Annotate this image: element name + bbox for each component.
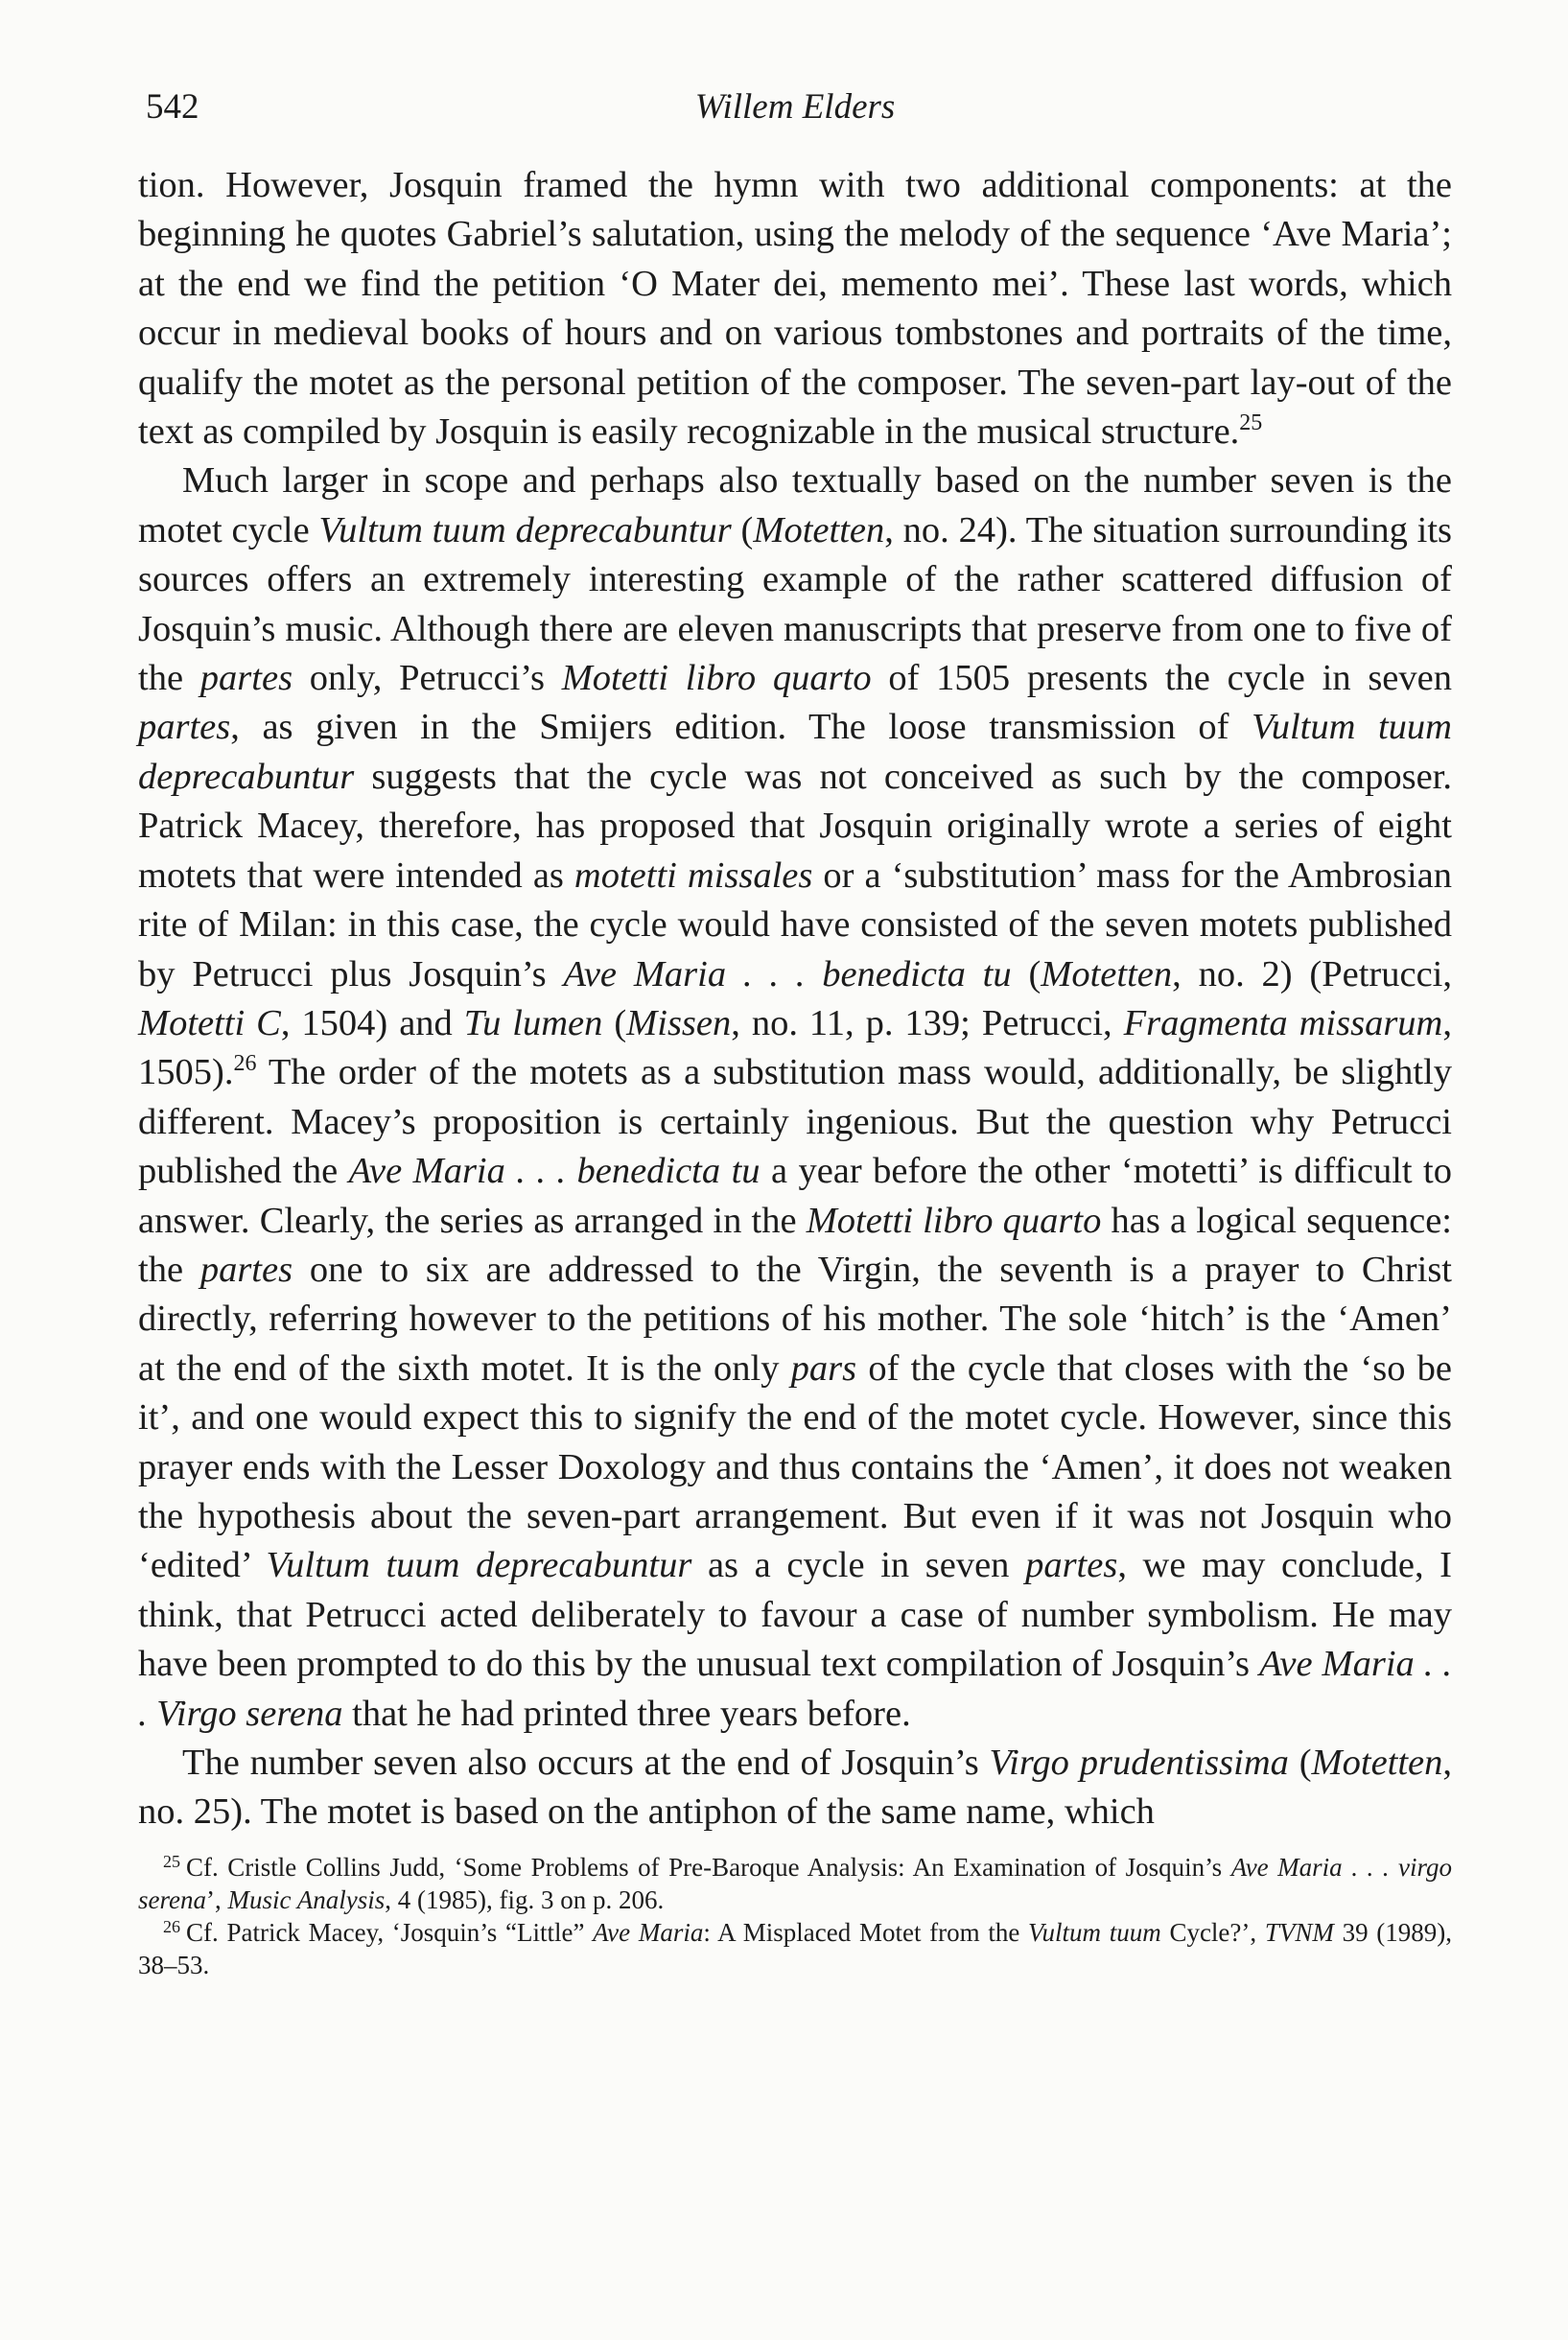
text-run: , no. 11, p. 139; Petrucci, (731, 1002, 1124, 1043)
italic-run: Vultum tuum deprecabuntur (266, 1545, 692, 1586)
italic-run: Ave Maria (593, 1917, 704, 1947)
text-run: ( (731, 509, 754, 550)
text-run: Cf. Patrick Macey, ‘Josquin’s “Little” (186, 1917, 594, 1947)
italic-run: pars (790, 1347, 857, 1389)
running-head: Willem Elders (694, 87, 896, 127)
text-run: , 1505). (138, 1002, 1452, 1093)
text-run: as a cycle in seven (691, 1545, 1026, 1586)
text-run: ’, (205, 1884, 228, 1914)
italic-run: partes (199, 1249, 293, 1290)
text-run: of the cycle that closes with the ‘so be it’, and one would expect this to signify the end of the motet cycle. However, since this prayer ends with the Lesser Doxology and thus contains the ‘Amen’, it does not weaken the hypothesis about the seven-part arrangement. But even if it was not Josquin who ‘edited’ (138, 1347, 1452, 1586)
footnote-ref: 26 (163, 1916, 180, 1936)
italic-run: Ave Maria . . . benedicta tu (563, 953, 1012, 994)
footnote-26 (138, 1916, 1452, 1981)
italic-run: TVNM (1264, 1917, 1334, 1947)
italic-run: partes (199, 658, 293, 699)
footnote-ref: 25 (163, 1851, 180, 1871)
text-run: ( (602, 1002, 627, 1043)
italic-run: Motetten (1311, 1743, 1443, 1783)
body-text (138, 161, 1452, 1837)
text-run: , 1504) and (280, 1002, 464, 1043)
text-run: one to six are addressed to the Virgin, the seventh is a prayer to Christ directly, referring however to the petitions of his mother. The sole ‘hitch’ is the ‘Amen’ at the end of the sixth motet. It is the only (138, 1249, 1452, 1389)
italic-run: Ave Maria . . . virgo serena (138, 1852, 1452, 1914)
paragraph-2 (138, 456, 1452, 1739)
text-run: of 1505 presents the cycle in seven (871, 658, 1452, 699)
text-run: The number seven also occurs at the end of Josquin’s (182, 1743, 990, 1783)
footnote-25 (138, 1851, 1452, 1916)
text-run: has a logical sequence: the (138, 1200, 1452, 1290)
italic-run: Ave Maria . . . Virgo serena (138, 1644, 1452, 1734)
page-number: 542 (146, 87, 199, 127)
text-run: a year before the other ‘motetti’ is difficult to answer. Clearly, the series as arranged in the (138, 1151, 1452, 1241)
italic-run: Motetti libro quarto (561, 658, 872, 699)
text-run: Cycle?’, (1160, 1917, 1265, 1947)
page (138, 69, 1452, 1981)
text-run: , no. 25). The motet is based on the antiphon of the same name, which (138, 1743, 1453, 1833)
italic-run: Music Analysis (227, 1884, 386, 1914)
text-run: , as given in the Smijers edition. The loose transmission of (230, 707, 1252, 748)
text-run: : A Misplaced Motet from the (703, 1917, 1029, 1947)
text-run: that he had printed three years before. (342, 1693, 911, 1734)
italic-run: Motetti C (138, 1002, 281, 1043)
text-run: tion. However, Josquin framed the hymn with two additional components: at the beginning he quotes Gabriel’s salutation, using the melody of the sequence ‘Ave Maria’; at the end we find the petition ‘O Mater dei, memento mei’. These last words, which occur in medieval books of hours and on various tombstones and portraits of the time, qualify the motet as the personal petition of the composer. The seven-part lay-out of the text as compiled by Josquin is easily recognizable in the musical structure. (138, 165, 1452, 453)
italic-run: Vultum tuum deprecabuntur (318, 509, 732, 550)
paragraph-1 (138, 161, 1452, 456)
italic-run: Vultum tuum deprecabuntur (138, 707, 1452, 797)
italic-run: Motetten (753, 509, 885, 550)
italic-run: motetti missales (573, 854, 813, 896)
page-header (138, 69, 1452, 136)
footnote-ref: 25 (1239, 410, 1263, 436)
italic-run: Motetten (1041, 953, 1173, 994)
text-run: Much larger in scope and perhaps also textually based on the number seven is the motet cycle (138, 460, 1452, 550)
italic-run: partes (138, 707, 231, 748)
italic-run: Virgo prudentissima (989, 1743, 1289, 1783)
text-run: The order of the motets as a substitution mass would, additionally, be slightly different. Macey’s proposition is certainly ingenious. But the question why Petrucci published the (138, 1052, 1452, 1192)
italic-run: Tu lumen (463, 1002, 603, 1043)
footnote-ref: 26 (233, 1051, 257, 1077)
paragraph-3 (138, 1739, 1452, 1837)
text-run: ( (1288, 1743, 1312, 1783)
text-run: suggests that the cycle was not conceived as such by the composer. Patrick Macey, therefore, has proposed that Josquin originally wrote a series of eight motets that were intended as (138, 756, 1452, 896)
text-run: or a ‘substitution’ mass for the Ambrosian rite of Milan: in this case, the cycle would have consisted of the seven motets published by Petrucci plus Josquin’s (138, 854, 1452, 994)
italic-run: Fragmenta missarum (1123, 1002, 1443, 1043)
italic-run: Missen (626, 1002, 732, 1043)
text-run: only, Petrucci’s (293, 658, 562, 699)
text-run: Cf. Cristle Collins Judd, ‘Some Problems of Pre-Baroque Analysis: An Examination of Josquin’s (186, 1852, 1231, 1882)
italic-run: Vultum tuum (1028, 1917, 1161, 1947)
text-run: ( (1011, 953, 1041, 994)
text-run: , no. 2) (Petrucci, (1172, 953, 1452, 994)
footnotes (138, 1851, 1452, 1981)
text-run: , 4 (1985), fig. 3 on p. 206. (385, 1884, 665, 1914)
text-run: , no. 24). The situation surrounding its sources offers an extremely interesting example of the rather scattered diffusion of Josquin’s music. Although there are eleven manuscripts that preserve from one to five of the (138, 509, 1453, 699)
italic-run: partes (1025, 1545, 1118, 1586)
text-run: 39 (1989), 38–53. (138, 1917, 1452, 1979)
italic-run: Motetti libro quarto (806, 1200, 1102, 1241)
text-run: , we may conclude, I think, that Petrucci acted deliberately to favour a case of number symbolism. He may have been prompted to do this by the unusual text compilation of Josquin’s (138, 1545, 1453, 1685)
italic-run: Ave Maria . . . benedicta tu (348, 1151, 761, 1192)
